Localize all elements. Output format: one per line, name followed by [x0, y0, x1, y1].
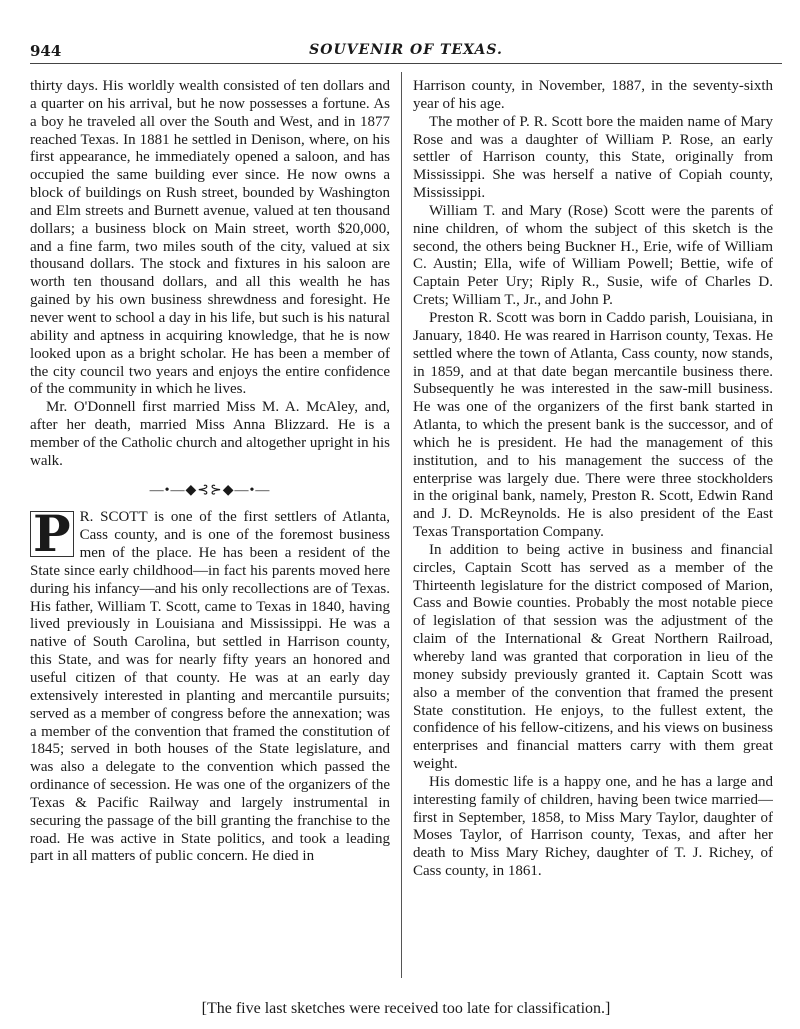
paragraph: Mr. O'Donnell first married Miss M. A. McAley, and, after her death, married Miss Anna Blizzard. He is a member of the Catholic church and altogether upright in his walk.	[30, 399, 390, 469]
column-divider	[401, 72, 402, 978]
paragraph-with-dropcap	[30, 504, 390, 866]
paragraph: His domestic life is a happy one, and he has a large and interesting family of children, having been twice married—first in September, 1858, to Miss Mary Taylor, daughter of Moses Taylor, of Harrison county, Texas, and after her death to Miss Mary Richey, daughter of T. J. Richey, of Cass county, in 1861.	[413, 773, 773, 880]
page-number: 944	[30, 42, 62, 60]
paragraph-text: R. SCOTT is one of the first settlers of Atlanta, Cass county, and is one of the foremost business men of the place. He has been a resident of the State since early childhood—in fact his parents moved here during his infancy—and his only recollections are of Texas. His father, William T. Scott, came to Texas in 1840, having lived previously in Louisiana and Mississippi. He was a native of South Carolina, but settled in Harrison county, this State, and was for nearly fifty years an honored and useful citizen of that county. He was at an early day extensively interested in planting and mercantile pursuits; served as a member of congress before the annexation; was a member of the convention that framed the constitution of 1845; served in both houses of the State legislature, and was also a delegate to the convention which passed the ordinance of secession. He was one of the organizers of the Texas & Pacific Railway and largely instrumental in securing the passage of the bill granting the franchise to the road. He was active in State politics, and took a leading part in all matters of public concern. He died in	[30, 509, 390, 865]
running-title: SOUVENIR OF TEXAS.	[309, 42, 503, 58]
paragraph: Harrison county, in November, 1887, in the seventy-sixth year of his age.	[413, 78, 773, 112]
paragraph: The mother of P. R. Scott bore the maiden name of Mary Rose and was a daughter of William P. Rose, an early settler of Harrison county, this State, originally from Mississippi. She was herself a native of Copiah county, Mississippi.	[413, 113, 773, 202]
footnote: [The five last sketches were received too late for classification.]	[201, 1000, 611, 1017]
page-header	[30, 40, 782, 62]
paragraph: In addition to being active in business and financial circles, Captain Scott has served as a member of the Thirteenth legislature for the district composed of Marion, Cass and Bowie counties. Probably the most notable piece of legislation of that session was the adjustment of the claim of the International & Great Northern Railroad, whereby land was granted that corporation in lieu of the money subsidy previously granted it. Captain Scott was also a member of the convention that framed the present State constitution. He enjoys, to the fullest extent, the confidence of his fellow-citizens, and his views on business enterprises and financial matters carry with them great weight.	[413, 541, 773, 773]
left-column	[30, 78, 390, 1003]
drop-cap: P	[30, 511, 74, 557]
paragraph: thirty days. His worldly wealth consisted of ten dollars and a quarter on his arrival, but he now possesses a fortune. As a boy he traveled all over the South and West, and in 1877 reached Texas. In 1881 he settled in Denison, where, on his first appearance, he immediately opened a saloon, and has occupied the same building ever since. He now owns a block of buildings on Rush street, bounded by Washington and Elm streets and Burnett avenue, valued at ten thousand dollars; a business block on Main street, worth $20,000, and a fine farm, two miles south of the city, valued at six thousand dollars. The stock and fixtures in his saloon are worth ten thousand dollars, and all this wealth he has gained by his own business shrewdness and foresight. He never went to school a day in his life, but such is his natural ability and aptness in acquiring knowledge, that he is now looked upon as a bright scholar. He has been a member of the city council two years and enjoys the entire confidence of the community in which he lives.	[30, 78, 390, 398]
section-ornament: —•—◆⊰⊱◆—•—	[149, 482, 271, 498]
header-rule	[30, 63, 782, 64]
right-column	[413, 78, 773, 1003]
paragraph: Preston R. Scott was born in Caddo parish, Louisiana, in January, 1840. He was reared in Harrison county, Texas. He settled where the town of Atlanta, Cass county, now stands, in 1859, and at that date began mercantile business there. Subsequently he was interested in the saw-mill business. He was one of the organizers of the first bank started in Atlanta, to which the present bank is the successor, and of which he is president. He had the management of this institution, and to his management the success of the enterprise was largely due. There were three stockholders in the original bank, namely, Preston R. Scott, Edwin Rand and J. D. McReynolds. He is also president of the East Texas Transportation Company.	[413, 309, 773, 541]
paragraph: William T. and Mary (Rose) Scott were the parents of nine children, of whom the subject of this sketch is the second, the others being Buckner H., Erie, wife of William C. Austin; Ella, wife of William Powell; Bettie, wife of Captain Peter Ury; Riply R., Susie, wife of Charles D. Crets; William T., Jr., and John P.	[413, 202, 773, 309]
